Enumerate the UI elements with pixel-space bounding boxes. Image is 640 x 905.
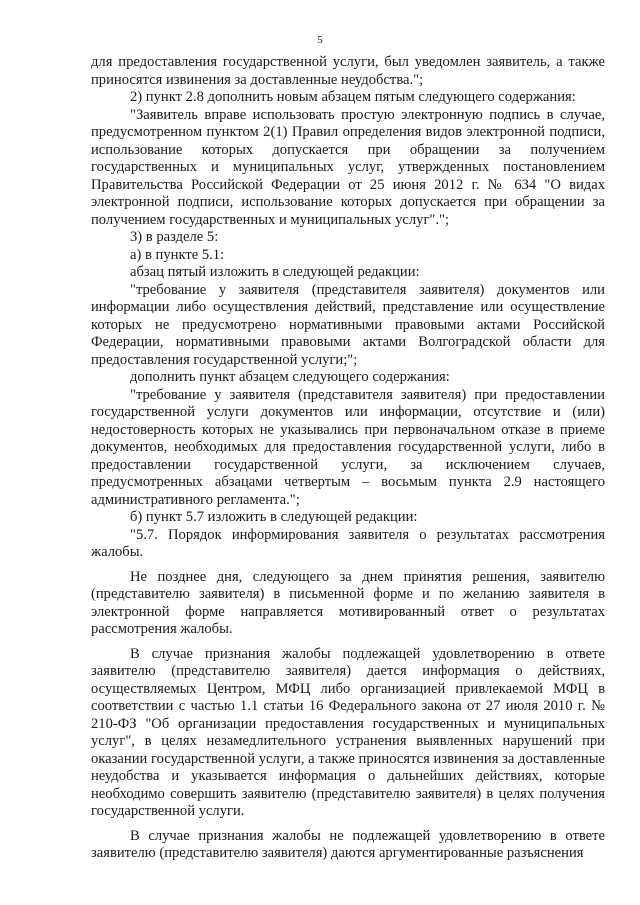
- document-body: [91, 54, 605, 863]
- paragraph: В случае признания жалобы подлежащей удовлетворению в ответе заявителю (представителю заявителя) дается информация о действиях, осуществляемых Центром, МФЦ либо организацией привлекаемой МФЦ в соответствии с частью 1.1 статьи 16 Федерального закона от 27 июля 2010 г. № 210-ФЗ "Об организации предоставления государственных и муниципальных услуг", в целях незамедлительного устранения выявленных нарушений при оказании государственной услуги, а также приносятся извинения за доставленные неудобства и указывается информация о дальнейших действиях, которые необходимо совершить заявителю (представителю заявителя) в целях получения государственной услуги.: [91, 645, 605, 819]
- paragraph: б) пункт 5.7 изложить в следующей редакции:: [130, 509, 418, 525]
- paragraph: "требование у заявителя (представителя заявителя) документов или информации либо осуществления действий, представление или осуществление которых не предусмотрено нормативными правовыми актами Российской Федерации, нормативными правовыми актами Волгоградской области для предоставления государственной услуги;";: [91, 281, 605, 368]
- paragraph: 3) в разделе 5:: [130, 229, 219, 245]
- paragraph: 2) пункт 2.8 дополнить новым абзацем пятым следующего содержания:: [130, 89, 576, 105]
- paragraph: "5.7. Порядок информирования заявителя о результатах рассмотрения жалобы.: [91, 526, 605, 560]
- paragraph: дополнить пункт абзацем следующего содержания:: [130, 369, 450, 385]
- paragraph: Не позднее дня, следующего за днем принятия решения, заявителю (представителю заявителя) в письменной форме и по желанию заявителя в электронной форме направляется мотивированный ответ о результатах рассмотрения жалобы.: [91, 568, 605, 637]
- paragraph: "требование у заявителя (представителя заявителя) при предоставлении государственной услуги документов или информации, отсутствие и (или) недостоверность которых не указывались при первоначальном отказе в приеме документов, необходимых для предоставления государственной услуги, либо в предоставлении государственной услуги, за исключением случаев, предусмотренных абзацами четвертым – восьмым пункта 2.9 настоящего административного регламента.";: [91, 386, 605, 508]
- paragraph: В случае признания жалобы не подлежащей удовлетворению в ответе заявителю (представителю заявителя) даются аргументированные разъяснения: [91, 827, 605, 861]
- paragraph: а) в пункте 5.1:: [130, 246, 225, 263]
- paragraph: для предоставления государственной услуги, был уведомлен заявитель, а также приносятся извинения за доставленные неудобства.";: [91, 54, 605, 88]
- paragraph: "Заявитель вправе использовать простую электронную подпись в случае, предусмотренном пунктом 2(1) Правил определения видов электронной подписи, использование которых допускается при обращении за получением государственных и муниципальных услуг, утвержденных постановлением Правительства Российской Федерации от 25 июня 2012 г. № 634 "О видах электронной подписи, использование которых допускается при обращении за получением государственных и муниципальных услуг".";: [91, 106, 605, 228]
- page-number: 5: [317, 34, 323, 46]
- paragraph: абзац пятый изложить в следующей редакции:: [130, 264, 420, 280]
